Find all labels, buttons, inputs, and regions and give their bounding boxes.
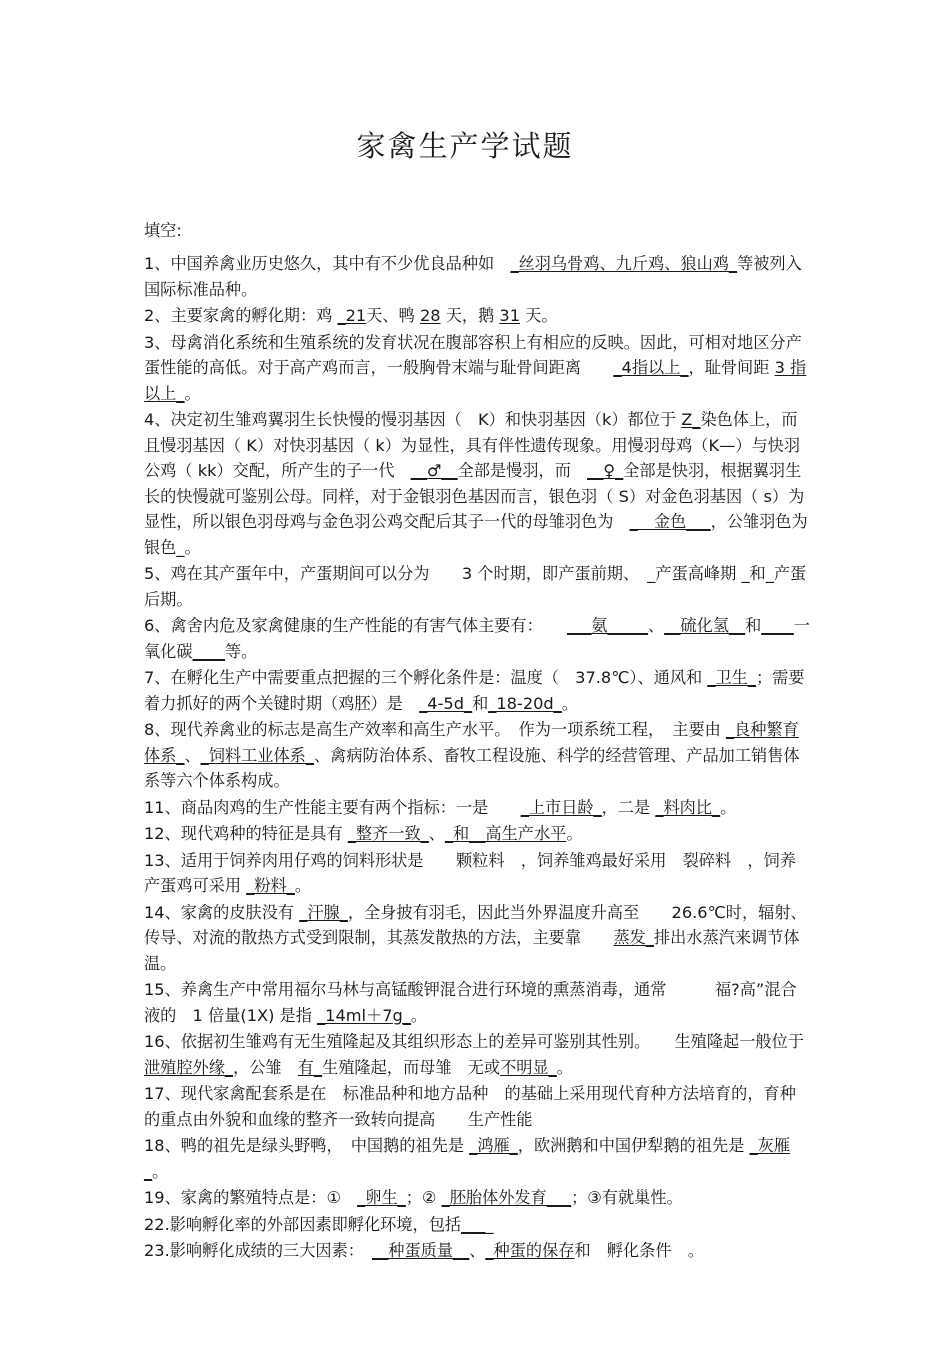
- question-text: 7、在孵化生产中需要重点把握的三个孵化条件是：温度（ 37.8℃）、通风和: [144, 668, 708, 687]
- question-item: [144, 407, 824, 560]
- document-title: 家禽生产学试题: [356, 129, 574, 163]
- question-text: ；②: [405, 1188, 442, 1207]
- question-text: 19、家禽的繁殖特点是：①: [144, 1188, 358, 1207]
- answer-blank: __♀_: [587, 461, 624, 480]
- question-text: 、禽病防治体系、畜牧工程设施、科学的经营管理、产品加工销售体系等六个体系构成。: [144, 745, 800, 790]
- answer-blank: _丝羽乌骨鸡、九斤鸡、狼山鸡_: [510, 254, 738, 273]
- question-item: [144, 795, 812, 821]
- question-text: 18、鸭的祖先是绿头野鸭， 中国鹅的祖先是: [144, 1136, 470, 1155]
- question-text: 11、商品肉鸡的生产性能主要有两个指标：一是: [144, 797, 521, 817]
- answer-blank: ___: [461, 1214, 486, 1234]
- question-text: 14、家禽的皮肤没有: [144, 902, 300, 922]
- answer-blank: _种蛋的保存: [485, 1241, 575, 1260]
- question-text: ，欧洲鹅和中国伊犁鹅的祖先是: [517, 1136, 750, 1155]
- question-text: 排出水蒸汽来调节体温。: [144, 928, 800, 973]
- question-item: [144, 900, 812, 977]
- answer-blank: 有_: [297, 1057, 323, 1077]
- question-text: 等被列入国际标准品种。: [144, 254, 802, 299]
- answer-blank: _卵生_: [357, 1188, 406, 1207]
- answer-blank: _卫生_: [707, 668, 756, 687]
- answer-blank: _ 金色___: [629, 512, 711, 531]
- answer-blank: _14ml＋7g_: [317, 1005, 411, 1025]
- answer-blank: ____: [192, 641, 225, 661]
- question-text: ，全身披有羽毛，因此当外界温度升高至 26.6℃时，辐射、传导、对流的散热方式受到限制，其蒸发散热的方法，主要靠: [144, 902, 807, 947]
- question-item: [144, 1081, 812, 1132]
- answer-blank: _18-20d_: [488, 693, 562, 713]
- answer-blank: _鸿雁_: [469, 1136, 518, 1155]
- answer-blank: _饲料工业体系_: [200, 745, 314, 765]
- question-item: [144, 251, 812, 302]
- question-item: [144, 561, 812, 612]
- question-text: 。: [184, 383, 201, 403]
- question-text: 12、现代鸡种的特征是具有: [144, 824, 348, 843]
- question-text: _: [485, 1214, 494, 1234]
- question-text: 染色体上，而且慢羽基因（ K）对快羽基因（ k）为显性，具有伴性遗传现象。用慢羽母鸡（K—）与快羽公鸡（ kk）交配，所产生的子一代: [144, 410, 801, 480]
- answer-blank: 蒸发_: [613, 928, 654, 947]
- question-text: 1、中国养禽业历史悠久，其中有不少优良品种如: [144, 254, 511, 273]
- question-text: 。: [294, 876, 312, 895]
- question-text: 23.影响孵化成绩的三大因素：: [144, 1241, 373, 1260]
- question-item: [144, 303, 812, 329]
- question-text: 全部是慢羽，而: [457, 461, 588, 480]
- question-text: ，公雏羽色为 银色_。: [144, 512, 824, 557]
- question-item: [144, 848, 812, 899]
- question-text: 2、主要家禽的孵化期：鸡: [144, 306, 338, 325]
- answer-blank: __♂__: [410, 461, 458, 480]
- answer-blank: 28: [419, 306, 441, 325]
- question-item: [144, 613, 812, 664]
- answer-blank: 不明显_: [500, 1057, 557, 1077]
- question-item: [144, 1238, 812, 1264]
- answer-blank: _21: [337, 306, 367, 325]
- question-text: 生殖隆起，而母雏 无或: [322, 1057, 501, 1077]
- question-text: ；需要着力抓好的两个关键时期（鸡胚）是: [144, 668, 805, 713]
- question-item: [144, 665, 812, 716]
- question-item: [144, 717, 812, 794]
- question-text: 。: [410, 1005, 428, 1025]
- answer-blank: Z_: [681, 410, 701, 429]
- question-text: 天。: [520, 306, 558, 325]
- question-text: 一氧化碳: [144, 616, 810, 661]
- question-text: ；③有就巢性。: [571, 1188, 683, 1207]
- question-text: 。: [556, 1057, 573, 1077]
- answer-blank: ____: [761, 616, 794, 635]
- question-text: ，公雏: [233, 1057, 298, 1077]
- question-text: 8、现代养禽业的标志是高生产效率和高生产水平。 作为一项系统工程， 主要由: [144, 720, 726, 739]
- question-text: 全部是快羽，根据翼羽生长的快慢就可鉴别公母。同样，对于金银羽色基因而言，银色羽（ S）对金色羽基因（ s）为显性，所以银色羽母鸡与金色羽公鸡交配后其子一代的母雏羽色为: [144, 461, 805, 531]
- answer-blank: 泄殖腔外缘_: [144, 1057, 234, 1077]
- section-label: 填空:: [144, 221, 182, 240]
- question-text: 。: [152, 1161, 169, 1181]
- question-item: [144, 1212, 812, 1238]
- question-text: 、: [648, 616, 665, 635]
- question-item: [144, 330, 812, 407]
- question-text: 。: [561, 693, 578, 713]
- answer-blank: __种蛋质量__: [372, 1241, 470, 1260]
- answer-blank: 31: [499, 306, 521, 325]
- question-text: 16、依据初生雏鸡有无生殖隆起及其组织形态上的差异可鉴别其性别。 生殖隆起一般位于: [144, 1032, 804, 1051]
- answer-blank: _整齐一致_: [347, 824, 429, 843]
- question-item: [144, 1133, 812, 1184]
- question-text: 和: [472, 693, 489, 713]
- question-text: 17、现代家禽配套系是在 标准品种和地方品种 的基础上采用现代育种方法培育的，育种的重点由外貌和血缘的整齐一致转向提高 生产性能: [144, 1084, 796, 1129]
- question-text: 22.影响孵化率的外部因素即孵化环境，包括: [144, 1214, 462, 1234]
- question-text: 3、母禽消化系统和生殖系统的发育状况在腹部容积上有相应的反映。因此，可相对地区分产蛋性能的高低。对于高产鸡而言，一般胸骨末端与耻骨间距离: [144, 332, 802, 377]
- answer-blank: 3 指以上_: [144, 358, 807, 403]
- question-text: 、: [428, 824, 445, 843]
- question-text: 15、养禽生产中常用福尔马林与高锰酸钾混合进行环境的熏蒸消毒，通常 福?高”混合液的 1 倍量(1X) 是指: [144, 980, 797, 1025]
- answer-blank: _良种繁育体系_: [144, 720, 799, 765]
- question-text: 、: [469, 1241, 486, 1260]
- question-text: ，二是: [601, 797, 656, 817]
- question-text: 等。: [224, 641, 258, 661]
- answer-blank: _上市日龄_: [520, 797, 602, 817]
- question-text: ，耻骨间距: [688, 358, 775, 377]
- answer-blank: _料肉比_: [655, 797, 721, 817]
- question-item: [144, 1029, 812, 1080]
- question-item: [144, 821, 812, 847]
- question-list: [144, 251, 824, 1264]
- question-text: 和 孵化条件 。: [574, 1241, 704, 1260]
- question-text: 6、禽舍内危及家禽健康的生产性能的有害气体主要有：: [144, 616, 568, 635]
- question-text: 、: [184, 745, 201, 765]
- question-item: [144, 1185, 812, 1211]
- question-text: 和: [745, 616, 762, 635]
- answer-blank: _4-5d_: [419, 693, 473, 713]
- questions-area: [144, 218, 824, 1265]
- answer-blank: ___氨_____: [567, 616, 649, 635]
- question-text: 13、适用于饲养肉用仔鸡的饲料形状是 颗粒料 ，饲养雏鸡最好采用 裂碎料 ，饲养产蛋鸡可采用: [144, 850, 796, 895]
- answer-blank: __硫化氢__: [664, 616, 746, 635]
- question-text: 4、决定初生雏鸡翼羽生长快慢的慢羽基因（ K）和快羽基因（k）都位于: [144, 410, 682, 429]
- question-text: 5、鸡在其产蛋年中，产蛋期间可以分为 3 个时期，即产蛋前期、 _产蛋高峰期 _和_产蛋后期。: [144, 564, 807, 609]
- answer-blank: _汗腺_: [299, 902, 348, 922]
- answer-blank: _粉料_: [246, 876, 295, 895]
- answer-blank: _灰雁_: [144, 1136, 791, 1181]
- question-text: 。: [720, 797, 737, 817]
- question-text: 天，鹅: [440, 306, 500, 325]
- answer-blank: _胚胎体外发育___: [441, 1188, 572, 1207]
- answer-blank: _和__高生产水平: [444, 824, 567, 843]
- question-text: 。: [566, 824, 583, 843]
- question-item: [144, 977, 812, 1028]
- answer-blank: _4指以上_: [613, 358, 689, 377]
- question-text: 天、鸭: [366, 306, 420, 325]
